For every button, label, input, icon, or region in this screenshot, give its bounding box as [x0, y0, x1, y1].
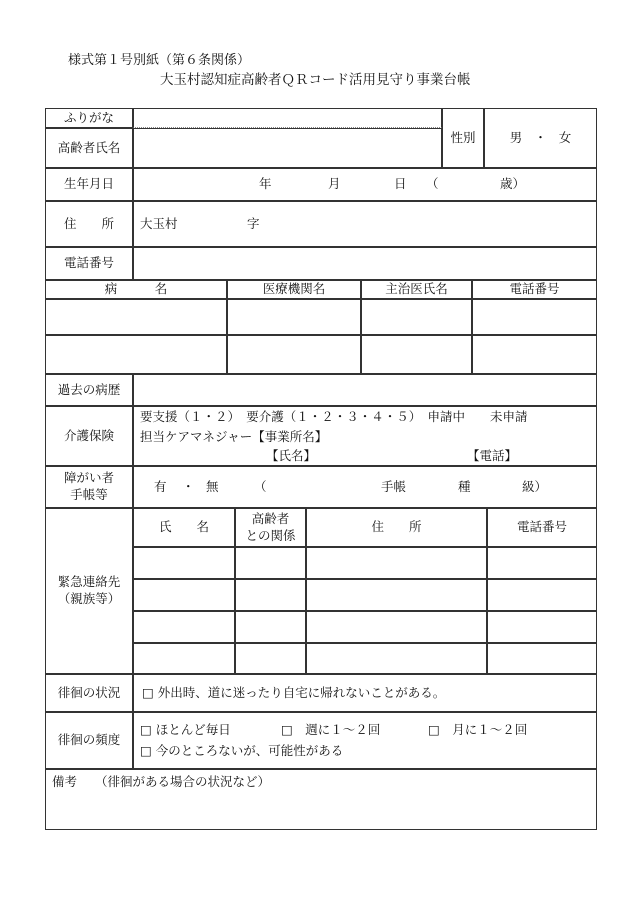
emergency-cell[interactable] — [235, 547, 306, 579]
disease-cell[interactable] — [45, 335, 227, 374]
address-aza: 字 — [247, 216, 260, 231]
disability-label — [45, 466, 133, 508]
remarks-hint: （徘徊がある場合の状況など） — [95, 774, 271, 789]
disability-input[interactable] — [133, 466, 597, 508]
emergency-relation-line2: との関係 — [245, 527, 296, 543]
freq-monthly-option[interactable]: □ 月に１～２回 — [428, 722, 528, 737]
emergency-cell[interactable] — [487, 643, 597, 674]
disability-label-line2: 手帳等 — [70, 487, 108, 502]
care-insurance-input[interactable] — [133, 406, 597, 466]
name-input[interactable] — [133, 128, 442, 168]
emergency-cell[interactable] — [487, 579, 597, 611]
birth-month: 月 — [328, 176, 341, 192]
form-number: 様式第１号別紙（第６条関係） — [68, 53, 251, 68]
emergency-cell[interactable] — [306, 547, 487, 579]
furigana-input[interactable] — [133, 108, 442, 128]
wandering-frequency-input[interactable] — [133, 712, 597, 769]
freq-weekly-option[interactable]: □ 週に１～２回 — [281, 722, 381, 737]
care-insurance-label: 介護保険 — [45, 406, 133, 466]
emergency-cell[interactable] — [235, 611, 306, 643]
wandering-frequency-label: 徘徊の頻度 — [45, 712, 133, 769]
wandering-status-option[interactable]: □ 外出時、道に迷ったり自宅に帰れないことがある。 — [142, 684, 446, 700]
wandering-status-label: 徘徊の状況 — [45, 674, 133, 712]
emergency-header-address: 住 所 — [306, 508, 487, 547]
emergency-cell[interactable] — [306, 579, 487, 611]
wandering-status-input[interactable] — [133, 674, 597, 712]
birth-input[interactable] — [133, 168, 597, 201]
birth-label: 生年月日 — [45, 168, 133, 201]
disease-cell[interactable] — [227, 335, 361, 374]
birth-year: 年 — [259, 176, 272, 192]
phone-input[interactable] — [133, 247, 597, 280]
disability-open-paren: （ — [254, 478, 267, 494]
emergency-label — [45, 508, 133, 674]
gender-male[interactable]: 男 — [509, 129, 523, 145]
remarks-box[interactable] — [45, 769, 597, 830]
history-input[interactable] — [133, 374, 597, 406]
emergency-cell[interactable] — [133, 579, 235, 611]
care-manager-name: 【氏名】 — [266, 448, 317, 463]
gender-separator: ・ — [534, 129, 547, 145]
emergency-cell[interactable] — [306, 643, 487, 674]
emergency-cell[interactable] — [235, 579, 306, 611]
emergency-label-line2: （親族等） — [57, 591, 121, 606]
disability-yes[interactable]: 有 — [154, 478, 167, 494]
disease-header-hospital: 医療機関名 — [227, 280, 361, 299]
care-manager-office: 担当ケアマネジャー【事業所名】 — [140, 429, 328, 444]
gender-options[interactable] — [484, 108, 597, 168]
address-input[interactable] — [133, 201, 597, 247]
disability-book: 手帳 — [381, 478, 407, 494]
emergency-header-name: 氏 名 — [133, 508, 235, 547]
gender-label: 性別 — [442, 108, 484, 168]
furigana-label: ふりがな — [45, 108, 133, 128]
address-label: 住 所 — [45, 201, 133, 247]
freq-possible-option[interactable]: □ 今のところないが、可能性がある — [140, 743, 344, 758]
disability-label-line1: 障がい者 — [63, 470, 114, 486]
disability-type: 種 — [458, 478, 471, 494]
history-label: 過去の病歴 — [45, 374, 133, 406]
emergency-header-relation — [235, 508, 306, 547]
emergency-cell[interactable] — [487, 611, 597, 643]
care-manager-phone: 【電話】 — [467, 448, 518, 463]
birth-open-paren: （ — [426, 176, 439, 192]
disability-grade: 級） — [522, 478, 548, 494]
disease-header-name: 病 名 — [45, 280, 227, 299]
disease-cell[interactable] — [361, 299, 472, 335]
birth-age: 歳） — [500, 176, 526, 192]
emergency-header-phone: 電話番号 — [487, 508, 597, 547]
emergency-relation-line1: 高齢者 — [251, 510, 290, 526]
emergency-label-line1: 緊急連絡先 — [57, 574, 121, 590]
emergency-cell[interactable] — [133, 643, 235, 674]
remarks-label: 備考 — [52, 774, 78, 789]
disease-cell[interactable] — [472, 335, 597, 374]
disability-separator: ・ — [182, 478, 195, 494]
emergency-cell[interactable] — [133, 547, 235, 579]
name-label: 高齢者氏名 — [45, 128, 133, 168]
phone-label: 電話番号 — [45, 247, 133, 280]
birth-day: 日 — [394, 176, 407, 192]
address-village: 大玉村 — [140, 216, 178, 231]
disease-cell[interactable] — [472, 299, 597, 335]
care-level-options[interactable]: 要支援（１・２） 要介護（１・２・３・４・５） 申請中 未申請 — [140, 409, 528, 424]
disease-cell[interactable] — [361, 335, 472, 374]
freq-daily-option[interactable]: □ ほとんど毎日 — [140, 722, 231, 737]
emergency-cell[interactable] — [235, 643, 306, 674]
disease-header-doctor: 主治医氏名 — [361, 280, 472, 299]
disability-no[interactable]: 無 — [206, 478, 219, 494]
disease-cell[interactable] — [227, 299, 361, 335]
disease-cell[interactable] — [45, 299, 227, 335]
disease-header-phone: 電話番号 — [472, 280, 597, 299]
form-title: 大玉村認知症高齢者ＱＲコード活用見守り事業台帳 — [160, 72, 471, 88]
emergency-cell[interactable] — [133, 611, 235, 643]
gender-female[interactable]: 女 — [558, 129, 572, 145]
emergency-cell[interactable] — [306, 611, 487, 643]
emergency-cell[interactable] — [487, 547, 597, 579]
